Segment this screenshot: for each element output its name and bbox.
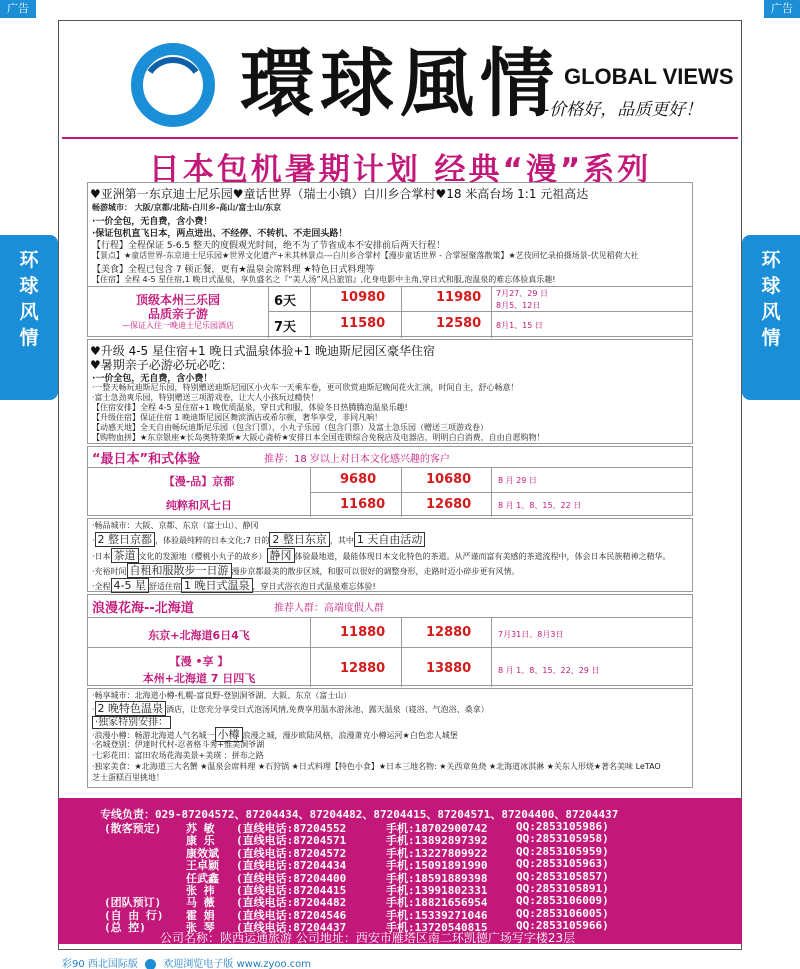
feature-line: 【购物血拼】★东京银座★长岛奥特莱斯★大阪心斋桥★安排日本全国连锁综合免税店及电器店，明明白白消费，自由自愿购物！ bbox=[92, 433, 545, 442]
contact-qq: QQ:2853106009) bbox=[516, 894, 609, 908]
contact-tel: (直线电话:87204546 bbox=[236, 908, 347, 922]
feature-line: 【行程】全程保证 5-6.5 整天的度假观光时间，绝不为了节省成本不安排前后两天行程！ bbox=[92, 241, 446, 251]
contact-name: 苏 敏 bbox=[186, 822, 215, 835]
feature-line: ·七彩花田：富田农场花海美景+美瑛 ：拼布之路 bbox=[92, 751, 264, 760]
cities: 畅游城市： 大阪/京都/北陆-白川乡-高山/富士山/东京 bbox=[92, 203, 282, 212]
text: ·浪漫小樽：畅游北海道人气名城一 bbox=[92, 731, 215, 740]
contact-role: (自 由 行) bbox=[104, 908, 164, 922]
divider bbox=[88, 467, 692, 468]
contact-mob: 手机:15091891990 bbox=[386, 859, 488, 873]
section-headline: ♥升级 4-5 星住宿+1 晚日式温泉体验+1 晚迪斯尼园区豪华住宿 bbox=[90, 344, 435, 358]
price: 11580 bbox=[340, 316, 386, 331]
page-footer bbox=[62, 955, 311, 969]
contact-name: 霍 娟 bbox=[186, 908, 215, 922]
contact-qq: QQ:2853105958) bbox=[516, 832, 609, 846]
package-name: 品质亲子游 bbox=[147, 307, 208, 321]
side-banner-right bbox=[742, 235, 800, 400]
feature-line: ·独家美食：★北海道三大名蟹 ★温泉会席料理 ★石狩锅 ★日式料理【特色小食】★日本三地名物: ★关西章鱼烧 ★北海道冰淇淋 ★关东人形烧★著名美味 LeTAO bbox=[92, 762, 661, 771]
price: 13880 bbox=[426, 661, 472, 676]
text: ，其中 bbox=[329, 536, 354, 545]
contact-tel: (直线电话:87204552 bbox=[236, 822, 347, 835]
text: 酒店，让您充分享受日式泡汤风情,免费享用温水游泳池、露天温泉（寝浴、气泡浴、桑拿） bbox=[166, 705, 489, 714]
contact-name: 张 祎 bbox=[186, 884, 215, 897]
text: · bbox=[92, 536, 95, 545]
contact-role: (总 控) bbox=[104, 921, 146, 935]
contact-mob: 手机:13991802331 bbox=[386, 884, 488, 897]
highlight-box: 4-5 星 bbox=[111, 578, 149, 593]
contact-name: 张 琴 bbox=[186, 921, 215, 935]
contact-tel: (直线电话:87204434 bbox=[236, 859, 347, 873]
contact-mob: 手机:13227809922 bbox=[386, 846, 488, 860]
text: ，穿日式浴衣泡日式温泉难忘体验! bbox=[252, 582, 376, 591]
page-number: 彩90 西北国际版 bbox=[62, 959, 138, 969]
text: 浪漫之城，漫步欧陆风格，浪漫萧克小樽运河★白色恋人城堡 bbox=[242, 731, 458, 740]
contact-mob: 手机:18591889398 bbox=[386, 871, 488, 885]
divider bbox=[88, 286, 692, 287]
divider bbox=[62, 137, 738, 139]
divider bbox=[491, 617, 492, 687]
contact-qq: QQ:2853105959) bbox=[516, 844, 609, 858]
side-char: 风 bbox=[19, 301, 39, 323]
section-tokyo-disney bbox=[87, 182, 693, 337]
feature-line: ·富士急劲爽乐园，特别赠送三项游戏卷，让大人小孩玩过瘾快！ bbox=[92, 393, 319, 402]
feature-line: 【住宿】全程 4-5 星住宿,1 晚日式温泉，享负盛名之『“美人汤”风吕旅馆』,化身电影中主角,穿日式和服,泡温泉的难忘体验真乐趣! bbox=[92, 275, 556, 284]
departure-date: 7月31日、8月3日 bbox=[498, 630, 564, 639]
highlight-box: 茶道 bbox=[111, 548, 139, 563]
price: 12680 bbox=[426, 497, 472, 512]
package-name: 纯粹和风七日 bbox=[166, 499, 232, 512]
divider bbox=[88, 647, 692, 648]
contact-mob: 手机:13892897392 bbox=[386, 834, 488, 848]
highlight-box: ·独家特别安排： bbox=[92, 716, 171, 729]
side-banner-left bbox=[0, 235, 58, 400]
departure-date: 8 月 1、8、15、22 日 bbox=[498, 501, 582, 510]
days: 7天 bbox=[274, 320, 297, 335]
section-hokkaido bbox=[87, 594, 693, 686]
contact-qq: QQ:2853105966) bbox=[516, 919, 609, 933]
globe-icon bbox=[145, 959, 156, 969]
text: ·全程 bbox=[92, 582, 111, 591]
feature-line: 芝士蛋糕百里挑地！ bbox=[92, 773, 164, 782]
brand-slogan: ---价格好，品质更好！ bbox=[532, 100, 703, 120]
price: 10980 bbox=[340, 290, 386, 305]
contact-qq: QQ:2853105857) bbox=[516, 869, 609, 883]
package-name: 本州+北海道 7 日四飞 bbox=[142, 672, 256, 685]
contact-mob: 手机:15339271046 bbox=[386, 908, 488, 922]
main-title: 日本包机暑期计划 经典“漫”系列 bbox=[148, 152, 652, 188]
section-title: 浪漫花海--北海道 bbox=[92, 601, 194, 616]
contact-name: 任武鑫 bbox=[186, 871, 219, 885]
divider bbox=[491, 286, 492, 338]
feature-line: ·畅品城市：大阪、京都、东京（富士山）、静冈 bbox=[92, 521, 259, 530]
divider bbox=[401, 617, 402, 687]
contact-tel: (直线电话:87204571 bbox=[236, 834, 347, 848]
contact-qq: QQ:2853105963) bbox=[516, 857, 609, 871]
text: ·日本 bbox=[92, 552, 111, 561]
highlight-box: 自租和服散步一日游 bbox=[127, 563, 232, 578]
price: 11880 bbox=[340, 625, 386, 640]
divider bbox=[88, 617, 692, 618]
feature-line bbox=[92, 531, 425, 547]
package-subtitle: —保证入住一晚迪士尼乐园酒店 bbox=[122, 321, 234, 330]
text: 舒适住宿 bbox=[149, 582, 182, 591]
divider bbox=[401, 286, 402, 338]
contact-mob: 手机:18702900742 bbox=[386, 822, 488, 835]
side-char: 球 bbox=[19, 275, 39, 297]
highlight-box: 2 整日东京 bbox=[269, 532, 330, 547]
contact-qq: QQ:2853105986) bbox=[516, 820, 609, 833]
feature-line: 【美食】全程已包含 7 顿正餐，更有★温泉会席料理 ★特色日式料理等 bbox=[92, 265, 375, 275]
globe-logo-icon bbox=[130, 42, 216, 128]
section-family-upgrade bbox=[87, 339, 693, 444]
feature-line: ·一整天畅玩迪斯尼乐园，特别赠送迪斯尼园区小火车一天乘车卷，更可欣赏迪斯尼晚间花火汇演，时间自主，舒心畅意！ bbox=[92, 383, 519, 392]
feature-line: 【动感天地】全天自由畅玩迪斯尼乐园（包含门票），小丸子乐园（包含门票）及富士急乐园（赠送三项游戏卷） bbox=[92, 423, 488, 432]
target-audience: 推荐人群：高端度假人群 bbox=[274, 603, 384, 614]
brand-english: GLOBAL VIEWS bbox=[564, 64, 734, 89]
price: 12880 bbox=[340, 661, 386, 676]
ad-label-right: 广告 bbox=[764, 0, 800, 18]
price: 9680 bbox=[340, 472, 377, 487]
package-name: 【漫 •享 】 bbox=[169, 655, 229, 668]
feature-line: 【景点】★童话世界-东京迪士尼乐园★世界文化遗产+米其林景点---白川乡合掌村【漫步童话世界 - 合掌屋聚落散策】★艺伎回忆录拍摄场景-伏见稻荷大社 bbox=[92, 251, 639, 260]
divider bbox=[268, 311, 692, 312]
text: 漫步京都最美的散步区域，和服可以很好的调整身形，走路时迈小碎步更有风情。 bbox=[231, 567, 520, 576]
feature-line bbox=[92, 577, 376, 593]
highlight-box: 2 晚特色温泉 bbox=[95, 701, 167, 716]
section-hokkaido-details bbox=[87, 688, 693, 788]
departure-date: 8月5、12日 bbox=[496, 301, 541, 310]
side-char: 球 bbox=[761, 275, 781, 297]
side-char: 环 bbox=[761, 249, 781, 271]
departure-date: 8 月 29 日 bbox=[498, 476, 537, 485]
contact-name: 康 乐 bbox=[186, 834, 215, 848]
section-kyoto bbox=[87, 446, 693, 516]
highlight-box: 小樽 bbox=[215, 727, 243, 742]
price: 12880 bbox=[426, 625, 472, 640]
price: 12580 bbox=[436, 316, 482, 331]
feature-line: ·一价全包，无自费，含小费！ bbox=[92, 217, 213, 227]
divider bbox=[310, 492, 692, 493]
feature-line bbox=[92, 562, 520, 578]
side-char: 情 bbox=[19, 327, 39, 349]
company-info: 公司名称：陕西运通旅游 公司地址：西安市雁塔区南二环凯德广场写字楼23层 bbox=[160, 931, 576, 945]
highlight-box: 2 整日京都 bbox=[95, 532, 156, 547]
contact-name: 马 薇 bbox=[186, 896, 215, 910]
contact-role: (团队预订) bbox=[104, 896, 162, 910]
feature-line: 【升级住宿】保证住宿 1 晚迪斯尼园区舞滨酒店或希尔顿，奢华享受，非同凡响！ bbox=[92, 413, 383, 422]
package-name: 东京+北海道6日4飞 bbox=[148, 629, 250, 642]
highlight-box: 1 晚日式温泉 bbox=[181, 578, 253, 593]
price: 10680 bbox=[426, 472, 472, 487]
contact-qq: QQ:2853105891) bbox=[516, 882, 609, 895]
contact-tel: (直线电话:87204572 bbox=[236, 846, 347, 860]
brand-name: 環球風情 bbox=[240, 41, 560, 127]
text: ，体验最纯粹的日本文化;7 日的 bbox=[155, 536, 270, 545]
feature-line: ·名城登别：伊達时代村-忍者格斗秀+惟美洞爷湖 bbox=[92, 740, 265, 749]
side-char: 风 bbox=[761, 301, 781, 323]
text: · bbox=[92, 705, 95, 714]
text: 文化的发源地（樱桃小丸子的故乡） bbox=[138, 552, 267, 561]
contact-mob: 手机:13720540815 bbox=[386, 921, 488, 935]
departure-date: 8月1、15 日 bbox=[496, 321, 543, 330]
divider bbox=[268, 286, 269, 338]
section-title: “最日本”和式体验 bbox=[92, 452, 201, 467]
feature-line bbox=[92, 547, 671, 563]
target-audience: 推荐：18 岁以上对日本文化感兴趣的客户 bbox=[264, 454, 450, 465]
section-headline: ♥亚洲第一东京迪士尼乐园♥童话世界（瑞士小镇）白川乡合掌村♥18 米高台场 1:1 元祖高达 bbox=[90, 187, 589, 201]
highlight-box: 静冈 bbox=[267, 548, 295, 563]
footer-link[interactable]: 欢迎浏览电子版 www.zyoo.com bbox=[163, 959, 312, 969]
days: 6天 bbox=[274, 294, 297, 309]
package-name: 【漫-品】京都 bbox=[163, 475, 235, 488]
price: 11980 bbox=[436, 290, 482, 305]
departure-date: 8 月 1、8、15、22、29 日 bbox=[498, 666, 600, 675]
contact-name: 康效斌 bbox=[186, 846, 219, 860]
ad-label-left: 广告 bbox=[0, 0, 36, 18]
hotline: 专线负责：029-87204572、87204434、87204482、87204415、87204571、87204400、87204437 bbox=[100, 808, 619, 821]
price: 11680 bbox=[340, 497, 386, 512]
text: ·充裕时间 bbox=[92, 567, 127, 576]
contact-tel: (直线电话:87204400 bbox=[236, 871, 347, 885]
feature-line: ·保证包机直飞日本，两点进出、不经停、不转机、不走回头路！ bbox=[92, 229, 348, 239]
contact-qq: QQ:2853106005) bbox=[516, 906, 609, 920]
text: 体验最地道，最能体现日本文化特色的茶道。从严谨而富有美感的茶道流程中，体会日本民族精神之精华。 bbox=[294, 552, 671, 561]
side-char: 情 bbox=[761, 327, 781, 349]
feature-line: ·一价全包，无自费，含小费！ bbox=[92, 374, 213, 384]
section-kyoto-details bbox=[87, 518, 693, 592]
feature-line: 【住宿安排】全程 4-5 星住宿+1 晚优质温泉，穿日式和服，体验冬日热腾腾泡温泉乐趣! bbox=[92, 403, 408, 412]
section-headline: ♥暑期亲子必游必玩必吃： bbox=[90, 358, 233, 372]
contact-tel: (直线电话:87204415 bbox=[236, 884, 347, 897]
contact-mob: 手机:18821656954 bbox=[386, 896, 488, 910]
contact-name: 王卓颖 bbox=[186, 859, 219, 873]
contact-tel: (直线电话:87204482 bbox=[236, 896, 347, 910]
contact-tel: (直线电话:87204437 bbox=[236, 921, 347, 935]
divider bbox=[310, 617, 311, 687]
feature-line: ·畅享城市：北海道小樽-札幌-富良野-登别洞爷湖、大阪、东京（富士山） bbox=[92, 691, 352, 700]
highlight-box: 1 天自由活动 bbox=[354, 532, 426, 547]
package-name: 顶级本州三乐园 bbox=[135, 293, 220, 307]
divider bbox=[310, 286, 311, 338]
contact-role: (散客预定) bbox=[104, 822, 162, 835]
departure-date: 7月27、29 日 bbox=[496, 289, 548, 298]
side-char: 环 bbox=[19, 249, 39, 271]
